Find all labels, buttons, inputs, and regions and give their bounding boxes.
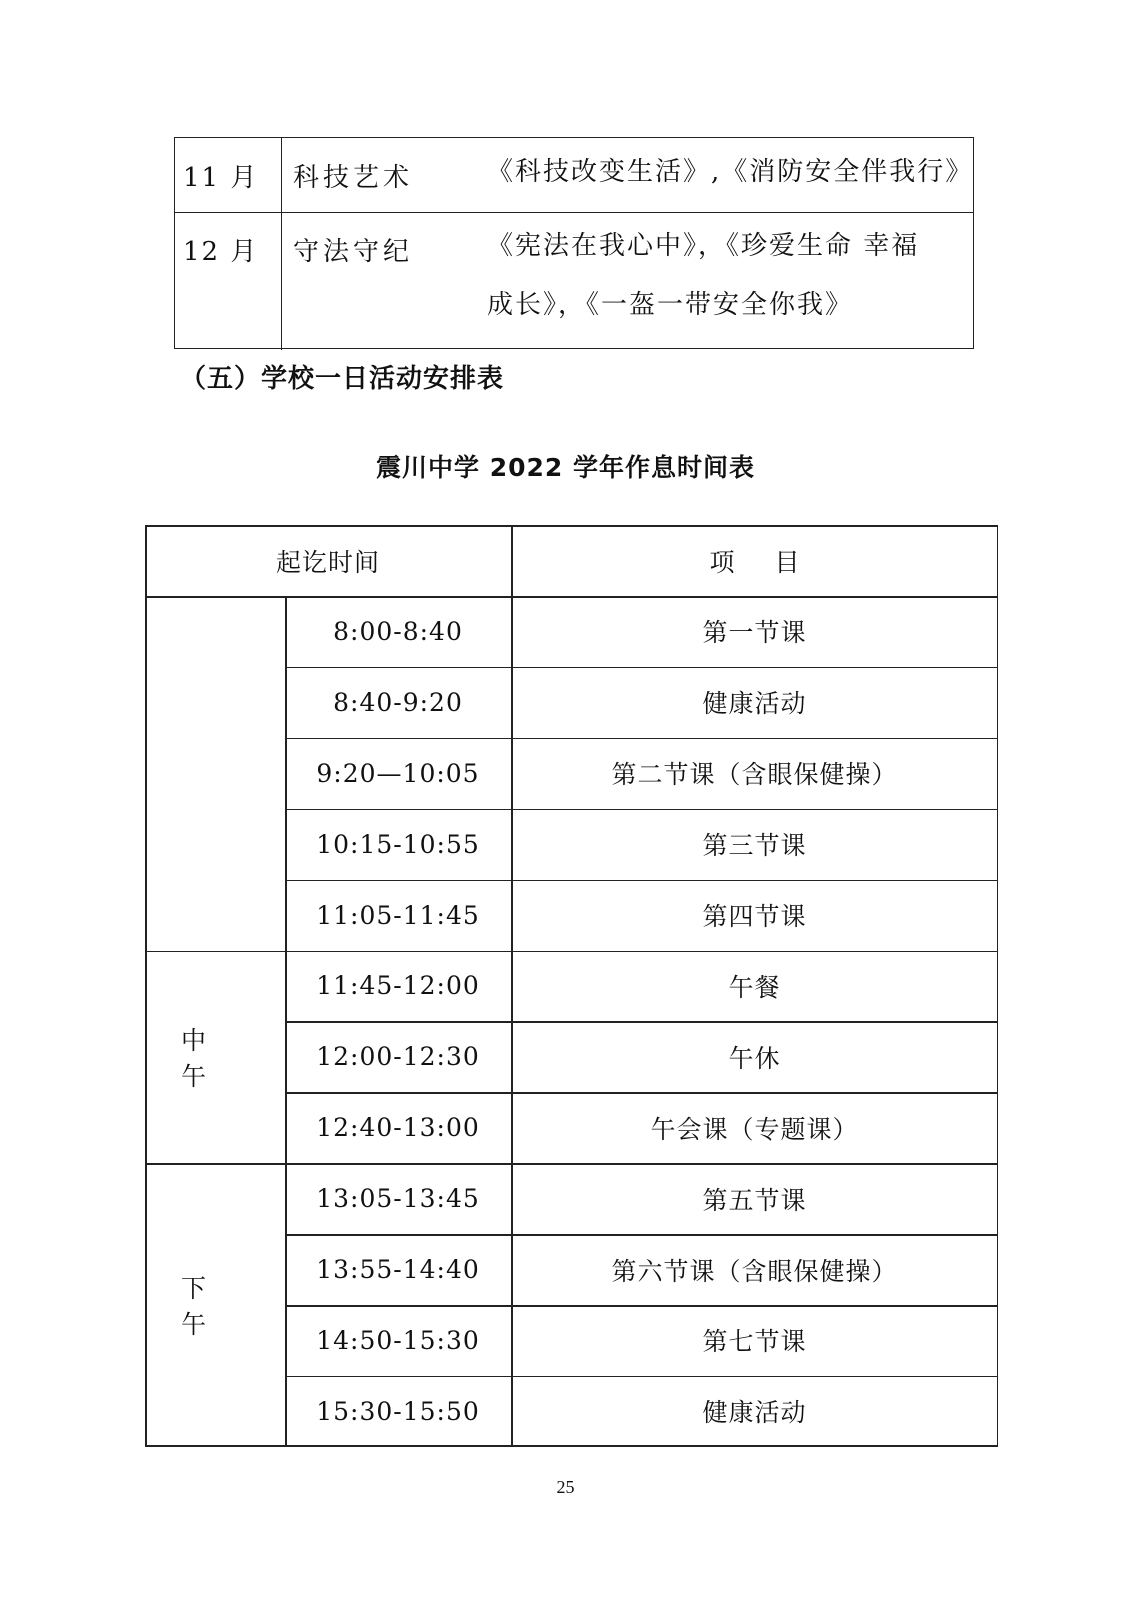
schedule-item: 第一节课: [702, 618, 807, 648]
activity-table: [174, 137, 974, 349]
activity-content: [487, 217, 967, 335]
header-item: 项目: [709, 547, 840, 577]
section-heading: （五）学校一日活动安排表: [180, 364, 505, 394]
period-label: 中午: [181, 1025, 243, 1091]
schedule-item: 第二节课（含眼保健操）: [611, 760, 898, 790]
row-rule: [285, 1092, 998, 1094]
row-rule: [285, 880, 998, 882]
activity-month: 12 月: [183, 237, 259, 267]
schedule-item: 午会课（专题课）: [650, 1114, 859, 1144]
schedule-time: 12:40-13:00: [316, 1113, 480, 1143]
schedule-item: 健康活动: [702, 1398, 807, 1428]
schedule-time: 15:30-15:50: [316, 1396, 480, 1426]
row-rule: [285, 1234, 998, 1236]
schedule-time: 11:45-12:00: [316, 971, 480, 1001]
schedule-time: 12:00-12:30: [316, 1042, 480, 1072]
schedule-time: 8:40-9:20: [333, 687, 463, 717]
activity-content: [487, 143, 974, 202]
schedule-time: 10:15-10:55: [316, 829, 480, 859]
row-rule: [285, 738, 998, 740]
activity-content-line: 《科技改变生活》,《消防安全伴我行》: [487, 157, 974, 187]
activity-content-line: 成长》，《一盔一带安全你我》: [487, 290, 854, 320]
activity-theme: 科技艺术: [293, 163, 414, 193]
schedule-item: 第三节课: [702, 831, 807, 861]
column-divider: [281, 212, 282, 350]
activity-row: [175, 138, 973, 213]
schedule-table: [145, 525, 998, 1467]
activity-theme: 守法守纪: [293, 237, 414, 267]
activity-content-line: 《宪法在我心中》，《珍爱生命 幸福: [487, 231, 920, 261]
period-label: 下午: [181, 1273, 243, 1339]
schedule-item: 午餐: [728, 972, 781, 1002]
schedule-item: 第六节课（含眼保健操）: [611, 1256, 898, 1286]
row-rule: [285, 809, 998, 811]
row-rule: [285, 1021, 998, 1023]
schedule-item: 第四节课: [702, 902, 807, 932]
row-rule: [285, 667, 998, 669]
column-divider: [281, 138, 282, 212]
activity-month: 11 月: [183, 163, 259, 193]
schedule-item: 健康活动: [702, 689, 807, 719]
schedule-item: 午休: [728, 1043, 781, 1073]
page-number: 25: [556, 1477, 575, 1497]
schedule-item: 第五节课: [702, 1185, 807, 1215]
schedule-item: 第七节课: [702, 1327, 807, 1357]
schedule-time: 13:05-13:45: [316, 1184, 480, 1214]
schedule-time: 13:55-14:40: [316, 1255, 480, 1285]
row-rule: [285, 1305, 998, 1307]
schedule-time: 14:50-15:30: [316, 1325, 480, 1355]
schedule-time: 11:05-11:45: [316, 900, 480, 930]
schedule-time: 9:20—10:05: [316, 758, 480, 788]
activity-row: [175, 212, 973, 350]
row-rule: [285, 1376, 998, 1378]
schedule-title: 震川中学 2022 学年作息时间表: [376, 453, 755, 482]
schedule-time: 8:00-8:40: [333, 616, 463, 646]
header-time: 起讫时间: [275, 547, 380, 577]
